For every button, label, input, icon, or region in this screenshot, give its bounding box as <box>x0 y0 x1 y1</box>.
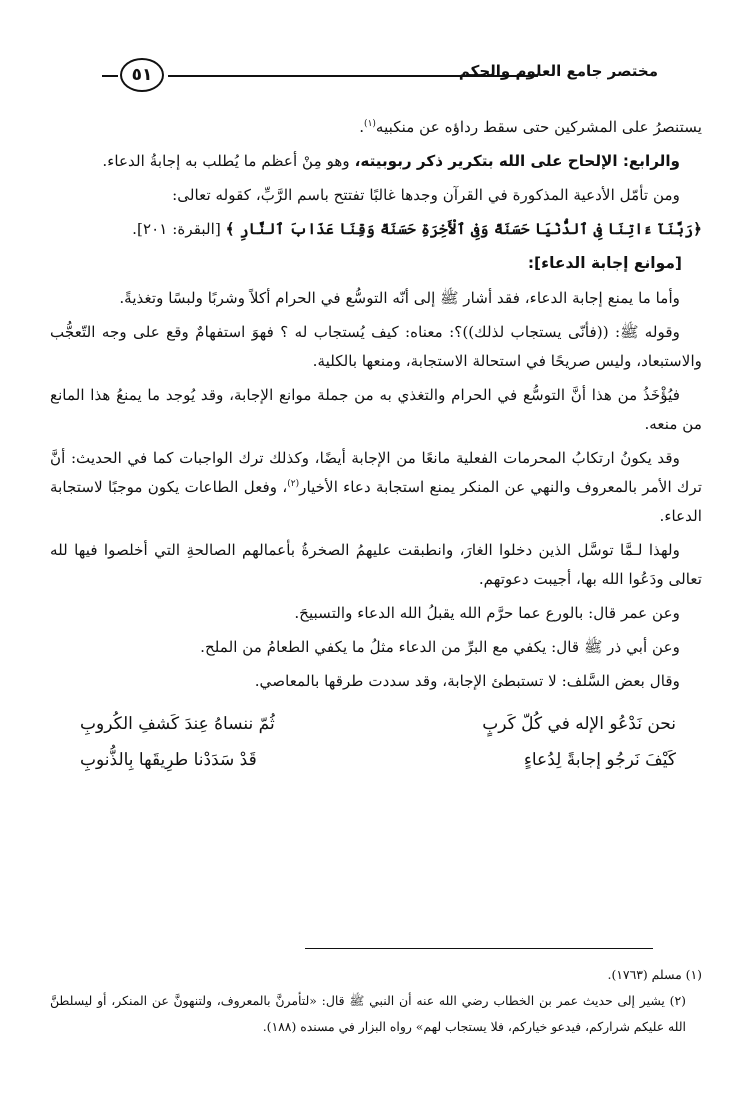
footnote-ref[interactable]: (١) <box>364 118 376 129</box>
hemistich-first: كَيْفَ نَرجُو إجابةً لِدُعاءٍ <box>523 750 676 770</box>
paragraph: ولهذا لـمَّا توسَّل الذين دخلوا الغارَ، وانطبقت عليهمُ الصخرةُ بأعمالهم الصالحةِ التي أخلصوا فيها لله تعالى ودَعُوا الله بها، أجيبت دعوتهم. <box>50 541 702 588</box>
footnote: (٢) يشير إلى حديث عمر بن الخطاب رضي الله عنه أن النبي ﷺ قال: «لتأمرنَّ بالمعروف، ولتنهونَّ عن المنكر، أو ليسلطنَّ الله عليكم شراركم، فيدعو خياركم، فلا يستجاب لهم» رواه البزار في مسنده (١٨٨). <box>50 993 686 1034</box>
footnote-separator <box>305 948 653 949</box>
paragraph: وأما ما يمنع إجابة الدعاء، فقد أشار ﷺ إلى أنّه التوسُّع في الحرام أكلاً وشربًا ولبسًا وتغذيةً. <box>119 289 680 307</box>
hemistich-first: نحن نَدْعُو الإله في كُلّ كَربٍ <box>482 714 676 734</box>
paragraph: والرابع: الإلحاح على الله بتكرير ذكر ربوبيته، وهو مِنْ أعظم ما يُطلب به إجابةُ الدعاء. <box>102 152 680 170</box>
quran-verse <box>50 215 702 244</box>
paragraph: وعن أبي ذر ﷺ قال: يكفي مع البرِّ من الدعاء مثلُ ما يكفي الطعامُ من الملح. <box>200 638 680 656</box>
footnote: (١) مسلم (١٧٦٣). <box>607 967 702 982</box>
paragraph: يستنصرُ على المشركين حتى سقط رداؤه عن منكبيه$^{(١)}$. <box>359 118 702 136</box>
verse-text: ﴿رَبَّنَآ ءَاتِنَا فِى ٱلدُّنْيَا حَسَنَةً وَفِى ٱلْأَخِرَةِ حَسَنَةً وَقِنَا عَذَابَ ٱلنَّارِ ﴾ <box>225 220 702 238</box>
verse-citation: [البقرة: ٢٠١]. <box>132 220 221 238</box>
paragraph: وقوله ﷺ: ((فأنّى يستجاب لذلك))؟: معناه: كيف يُستجاب له ؟ فهوَ استفهامٌ وقع على وجه التّعجُّب والاستبعاد، وليس صريحًا في استحالة الاستجابة، ومنعها بالكلية. <box>50 323 702 370</box>
book-title: مختصر جامع العلوم والحكم <box>458 62 658 80</box>
section-heading: [موانع إجابة الدعاء]: <box>527 254 682 272</box>
poem-verse <box>50 706 702 742</box>
point-lead: والرابع: الإلحاح على الله بتكرير ذكر ربوبيته، <box>354 152 680 170</box>
paragraph: وعن عمر قال: بالورع عما حرَّم الله يقبلُ الله الدعاء والتسبيحَ. <box>294 604 680 622</box>
paragraph: وقد يكونُ ارتكابُ المحرمات الفعلية مانعًا من الإجابة أيضًا، وكذلك ترك الواجبات كما في الحديث: أنَّ ترك الأمر بالمعروف والنهي عن المنكر يمنع استجابة دعاء الأخيار$^{(٢)}$، وفعل الطاعات يكون موجبًا لاستجابة الدعاء. <box>50 449 702 525</box>
header-dash <box>102 75 118 77</box>
page-header <box>98 48 658 104</box>
hemistich-second: قَدْ سَدَدْنا طرِيقَها بِالذُّنوبِ <box>80 750 257 770</box>
footnote-ref[interactable]: (٢) <box>287 478 300 489</box>
hemistich-second: ثُمّ ننساهُ عِندَ كَشفِ الكُروبِ <box>80 714 275 734</box>
footnotes <box>50 962 702 1040</box>
main-text <box>50 113 702 778</box>
poem-verse <box>50 742 702 778</box>
paragraph: ومن تأمّل الأدعية المذكورة في القرآن وجدها غالبًا تفتتح باسم الرَّبِّ، كقوله تعالى: <box>172 186 680 204</box>
poem <box>50 706 702 778</box>
paragraph: فيُؤْخَذُ من هذا أنَّ التوسُّع في الحرام والتغذي به من جملة موانع الإجابة، وقد يُوجد ما يمنعُ هذا المانع من منعه. <box>50 386 702 433</box>
paragraph: وقال بعض السَّلف: لا تستبطئ الإجابة، وقد سددت طرقها بالمعاصي. <box>254 672 680 690</box>
page-number: ٥١ <box>120 58 164 92</box>
